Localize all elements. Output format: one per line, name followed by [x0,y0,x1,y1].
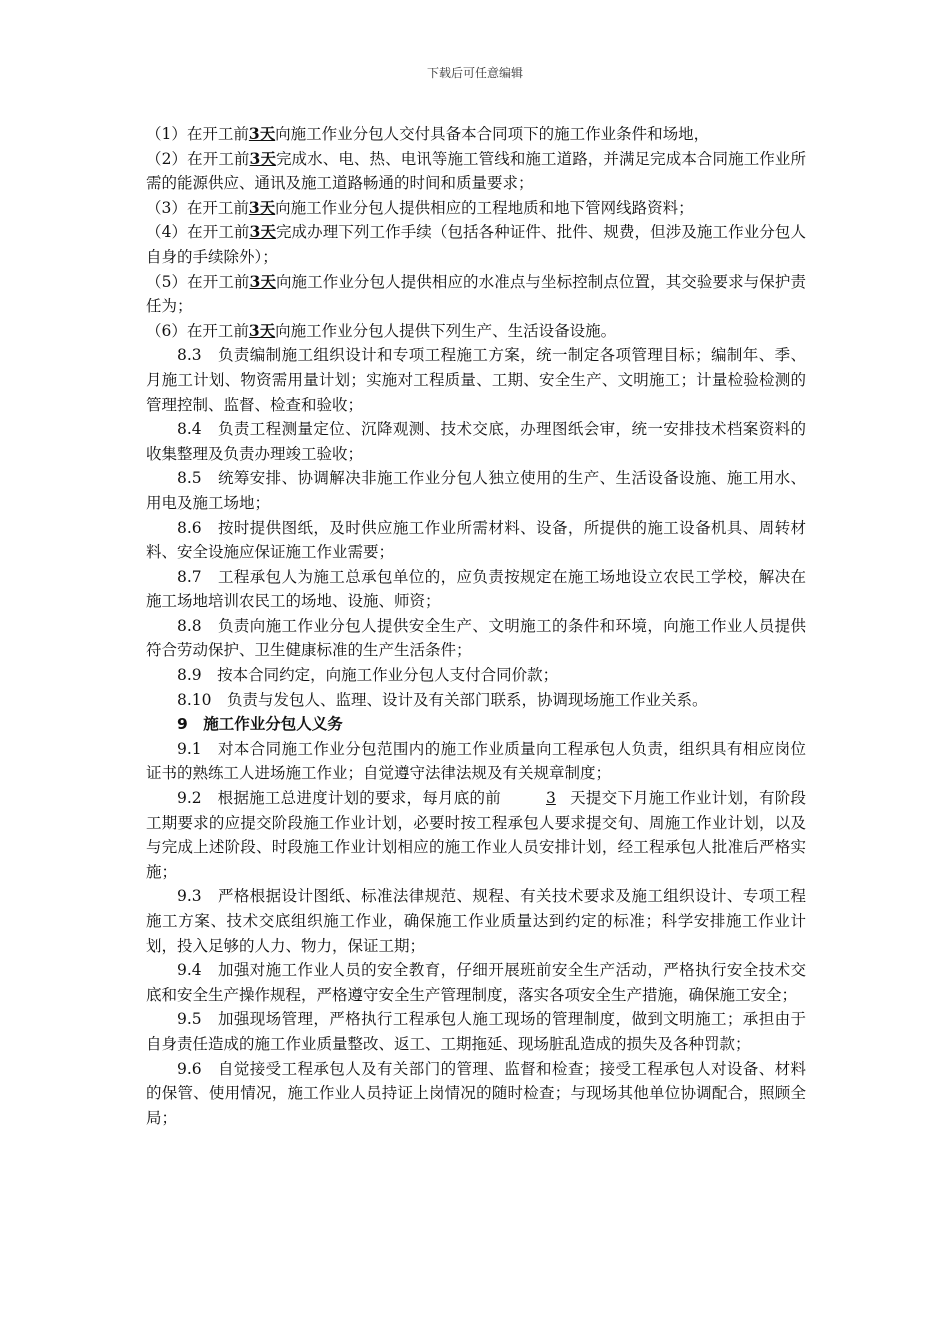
clause-9-3: 9.3 严格根据设计图纸、标准法律规范、规程、有关技术要求及施工组织设计、专项工程施工方案、技术交底组织施工作业，确保施工作业质量达到约定的标准；科学安排施工作业计划，投入足够的人力、物力，保证工期； [146,887,806,955]
list-item-4: （4）在开工前3天完成办理下列工作手续（包括各种证件、批件、规费，但涉及施工作业分包人自身的手续除外）； [146,222,806,266]
section-heading: 9 施工作业分包人义务 [177,715,343,734]
clause-8-5: 8.5 统筹安排、协调解决非施工作业分包人独立使用的生产、生活设备设施、施工用水、用电及施工场地； [146,469,806,512]
clause-9-4: 9.4 加强对施工作业人员的安全教育，仔细开展班前安全生产活动，严格执行安全技术交底和安全生产操作规程，严格遵守安全生产管理制度，落实各项安全生产措施，确保施工安全； [146,961,806,1004]
clause-9-6: 9.6 自觉接受工程承包人及有关部门的管理、监督和检查；接受工程承包人对设备、材料的保管、使用情况，施工作业人员持证上岗情况的随时检查；与现场其他单位协调配合，照顾全局； [146,1059,806,1127]
clause-8-10: 8.10 负责与发包人、监理、设计及有关部门联系，协调现场施工作业关系。 [177,690,708,709]
list-item-2: （2）在开工前3天完成水、电、热、电讯等施工管线和施工道路，并满足完成本合同施工作业所需的能源供应、通讯及施工道路畅通的时间和质量要求； [146,148,806,193]
page-header: 下载后可任意编辑 [426,66,523,80]
clause-8-6: 8.6 按时提供图纸，及时供应施工作业所需材料、设备，所提供的施工设备机具、周转材料、安全设施应保证施工作业需要； [146,518,806,562]
emphasized-term: 3天 [248,320,276,340]
clause-8-3: 8.3 负责编制施工组织设计和专项工程施工方案，统一制定各项管理目标；编制年、季、月施工计划、物资需用量计划；实施对工程质量、工期、安全生产、文明施工；计量检验检测的管理控制、监督、检查和验收； [146,346,806,414]
clause-9-5: 9.5 加强现场管理，严格执行工程承包人施工现场的管理制度，做到文明施工；承担由于自身责任造成的施工作业质量整改、返工、工期拖延、现场脏乱造成的损失及各种罚款； [146,1010,806,1053]
clause-8-7: 8.7 工程承包人为施工总承包单位的，应负责按规定在施工场地设立农民工学校，解决在施工场地培训农民工的场地、设施、师资； [146,567,806,611]
list-item-1: （1）在开工前3天向施工作业分包人交付具备本合同项下的施工作业条件和场地， [146,124,710,143]
clause-9-1: 9.1 对本合同施工作业分包范围内的施工作业质量向工程承包人负责，组织具有相应岗位证书的熟练工人进场施工作业；自觉遵守法律法规及有关规章制度； [146,739,806,783]
clause-8-4: 8.4 负责工程测量定位、沉降观测、技术交底，办理图纸会审，统一安排技术档案资料的收集整理及负责办理竣工验收； [146,420,806,463]
emphasized-term: 3天 [249,271,276,291]
fill-in-blank: 3 [545,789,556,808]
emphasized-term: 3天 [249,148,276,168]
list-item-5: （5）在开工前3天向施工作业分包人提供相应的水准点与坐标控制点位置，其交验要求与保护责任为； [146,271,806,316]
clause-9-2: 9.2 根据施工总进度计划的要求，每月底的前 3 天提交下月施工作业计划，有阶段工期要求的应提交阶段施工作业计划，必要时按工程承包人要求提交旬、周施工作业计划，以及与完成上述阶段、时段施工作业计划相应的施工作业人员安排计划，经工程承包人批准后严格实施； [146,786,806,884]
clause-8-8: 8.8 负责向施工作业分包人提供安全生产、文明施工的条件和环境，向施工作业人员提供符合劳动保护、卫生健康标准的生产生活条件； [146,616,806,660]
emphasized-term: 3天 [249,222,276,242]
emphasized-term: 3天 [248,124,276,143]
emphasized-term: 3天 [248,197,276,217]
list-item-3: （3）在开工前3天向施工作业分包人提供相应的工程地质和地下管网线路资料； [146,197,694,217]
clause-8-9: 8.9 按本合同约定，向施工作业分包人支付合同价款； [177,666,559,685]
document-body [146,122,806,1130]
list-item-6: （6）在开工前3天向施工作业分包人提供下列生产、生活设备设施。 [146,320,617,340]
